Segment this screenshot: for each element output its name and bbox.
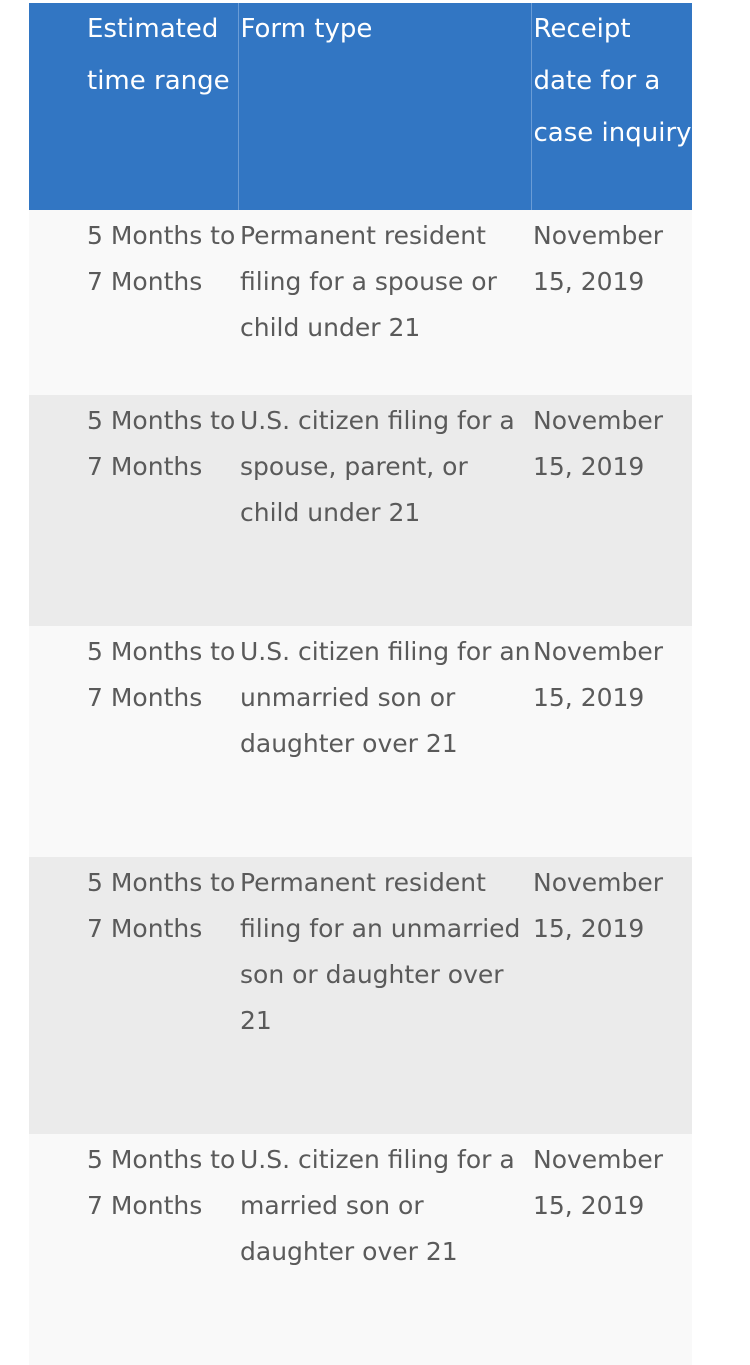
processing-times-table-container	[29, 3, 692, 1365]
cell-receipt-date: November 15, 2019	[531, 395, 692, 626]
processing-times-table	[29, 3, 692, 1365]
cell-receipt-date: November 15, 2019	[531, 626, 692, 857]
header-form-type: Form type	[238, 3, 531, 210]
header-receipt-date: Receipt date for a case inquiry	[531, 3, 692, 210]
table-row	[29, 857, 692, 1134]
cell-time-range: 5 Months to 7 Months	[29, 1134, 238, 1365]
table-body	[29, 210, 692, 1365]
cell-receipt-date: November 15, 2019	[531, 210, 692, 395]
cell-receipt-date: November 15, 2019	[531, 1134, 692, 1365]
cell-time-range: 5 Months to 7 Months	[29, 210, 238, 395]
header-row	[29, 3, 692, 210]
cell-receipt-date: November 15, 2019	[531, 857, 692, 1134]
cell-form-type: U.S. citizen filing for a spouse, parent, or child under 21	[238, 395, 531, 626]
table-row	[29, 1134, 692, 1365]
cell-form-type: Permanent resident filing for a spouse or child under 21	[238, 210, 531, 395]
cell-form-type: U.S. citizen filing for a married son or daughter over 21	[238, 1134, 531, 1365]
table-row	[29, 626, 692, 857]
cell-time-range: 5 Months to 7 Months	[29, 857, 238, 1134]
cell-form-type: Permanent resident filing for an unmarried son or daughter over 21	[238, 857, 531, 1134]
cell-time-range: 5 Months to 7 Months	[29, 626, 238, 857]
cell-time-range: 5 Months to 7 Months	[29, 395, 238, 626]
cell-form-type: U.S. citizen filing for an unmarried son or daughter over 21	[238, 626, 531, 857]
table-row	[29, 395, 692, 626]
table-header	[29, 3, 692, 210]
table-row	[29, 210, 692, 395]
header-time-range: Estimated time range	[29, 3, 238, 210]
